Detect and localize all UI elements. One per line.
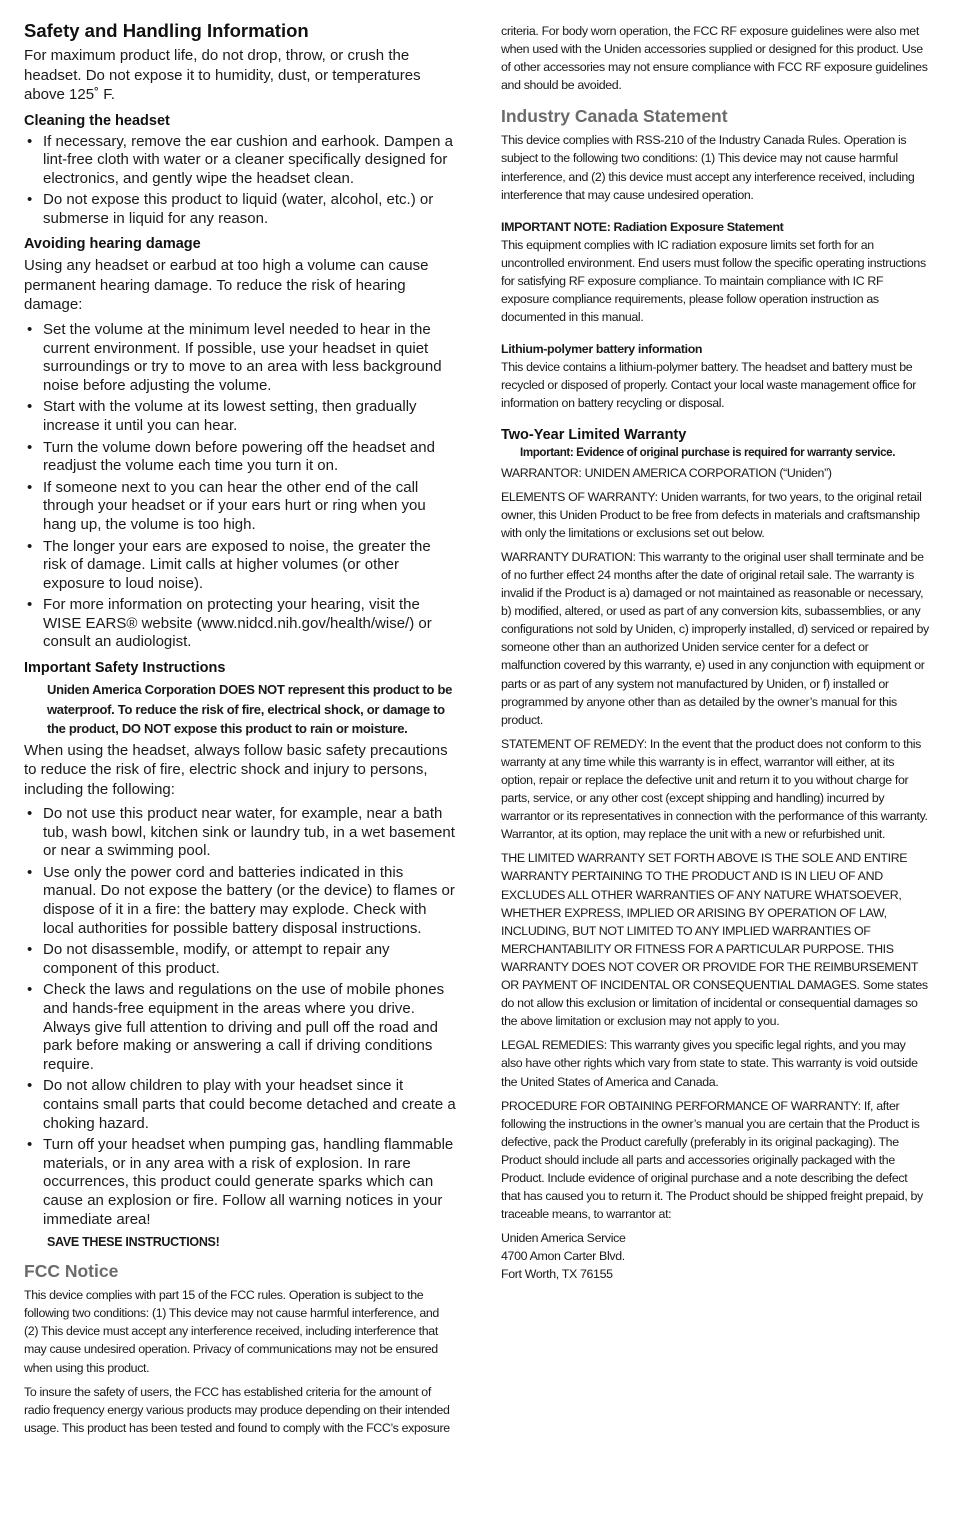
safety-instructions-intro: When using the headset, always follow basic safety precautions to reduce the risk of fire, electric shock and injury to persons, including the following:	[24, 741, 448, 798]
warranty-paragraph: LEGAL REMEDIES: This warranty gives you specific legal rights, and you may also have other rights which vary from state to state. This warranty is void outside the United States of America and Canada.	[501, 1038, 918, 1089]
safety-list	[24, 805, 456, 1229]
list-item: • Check the laws and regulations on the use of mobile phones and hands-free equipment in the areas where you drive. Always give full attention to driving and pull off the road and park before making or answering a call if driving conditions require.	[24, 981, 456, 1074]
list-item: • Do not allow children to play with your headset since it contains small parts that could become detached and create a choking hazard.	[24, 1077, 456, 1133]
cleaning-list	[24, 133, 456, 229]
address-line: Fort Worth, TX 76155	[501, 1267, 613, 1282]
radiation-note-label: IMPORTANT NOTE: Radiation Exposure Statement	[501, 219, 784, 234]
hearing-list	[24, 321, 456, 652]
list-item: • Use only the power cord and batteries indicated in this manual. Do not expose the battery (or the device) to flames or dispose of it in a fire: the battery may explode. Check with local authorities for possible battery disposal instructions.	[24, 864, 456, 938]
service-address	[501, 1229, 929, 1283]
warranty-heading: Two-Year Limited Warranty	[501, 426, 687, 443]
battery-label: Lithium-polymer battery information	[501, 342, 703, 357]
list-item: • If someone next to you can hear the other end of the call through your headset or if your ears hurt or ring when you hang up, the volume is too high.	[24, 479, 456, 535]
safety-title: Safety and Handling Information	[24, 20, 309, 41]
list-item: • The longer your ears are exposed to noise, the greater the risk of damage. Limit calls at higher volumes (or other exposure to loud noise).	[24, 538, 456, 594]
safety-instructions-heading: Important Safety Instructions	[24, 660, 226, 677]
radiation-note-text: This equipment complies with IC radiation exposure limits set forth for an uncontrolled environment. End users must follow the specific operating instructions for satisfying RF exposure compliance. To maintain compliance with IC RF exposure compliance requirements, please follow operation instruction as documented in this manual.	[501, 237, 926, 325]
left-column	[24, 18, 456, 1443]
waterproof-warning: Uniden America Corporation DOES NOT represent this product to be waterproof. To reduce the risk of fire, electrical shock, or damage to the product, DO NOT expose this product to rain or moisture.	[47, 682, 453, 737]
fcc-continued: criteria. For body worn operation, the FCC RF exposure guidelines were also met when used with the Uniden accessories supplied or designed for this product. Use of other accessories may not ensure compliance with FCC RF exposure guidelines and should be avoided.	[501, 24, 928, 93]
list-item: • Turn the volume down before powering off the headset and readjust the volume each time you turn it on.	[24, 439, 456, 476]
cleaning-heading: Cleaning the headset	[24, 112, 170, 129]
warranty-important: Important: Evidence of original purchase is required for warranty service.	[520, 445, 896, 459]
right-column	[501, 22, 929, 1284]
list-item: • Do not disassemble, modify, or attempt to repair any component of this product.	[24, 941, 456, 978]
list-item: • If necessary, remove the ear cushion and earhook. Dampen a lint-free cloth with water or a cleaner specifically designed for electronics, and gently wipe the headset clean.	[24, 133, 456, 189]
list-item: • Turn off your headset when pumping gas, handling flammable materials, or in any area with a risk of explosion. In rare occurrences, this product could generate sparks which can cause an explosion or fire. Follow all warning notices in your immediate area!	[24, 1136, 456, 1229]
battery-text: This device contains a lithium-polymer battery. The headset and battery must be recycled or disposed of properly. Contact your local waste management office for information on battery recycling or disposal.	[501, 360, 917, 411]
ic-paragraph: This device complies with RSS-210 of the Industry Canada Rules. Operation is subject to the following two conditions: (1) This device may not cause harmful interference, and (2) this device must accept any interference received, including interference that may cause undesired operation.	[501, 133, 915, 202]
warranty-paragraph: PROCEDURE FOR OBTAINING PERFORMANCE OF WARRANTY: If, after following the instructions in the owner’s manual you are certain that the Product is defective, pack the Product carefully (preferably in its original packaging). The Product should include all parts and accessories originally packaged with the Product. Include evidence of original purchase and a note describing the defect that has caused you to return it. The Product should be shipped freight prepaid, by traceable means, to warrantor at:	[501, 1098, 923, 1222]
save-instructions-note: SAVE THESE INSTRUCTIONS!	[47, 1235, 220, 1250]
warranty-paragraph: STATEMENT OF REMEDY: In the event that the product does not conform to this warranty at any time while this warranty is in effect, warrantor will either, at its option, repair or replace the defective unit and return it to you without charge for parts, service, or any other cost (except shipping and handling) incurred by warrantor or its representatives in connection with the performance of this warranty. Warrantor, at its option, may replace the unit with a new or refurbished unit.	[501, 736, 928, 842]
warranty-paragraph: ELEMENTS OF WARRANTY: Uniden warrants, for two years, to the original retail owner, this Uniden Product to be free from defects in materials and craftsmanship with only the limitations or exclusions set out below.	[501, 489, 922, 540]
fcc-paragraph-2: To insure the safety of users, the FCC has established criteria for the amount of radio frequency energy various products may produce depending on their intended usage. This product has been tested and found to comply with the FCC’s exposure	[24, 1384, 450, 1435]
fcc-paragraph-1: This device complies with part 15 of the FCC rules. Operation is subject to the following two conditions: (1) This device may not cause harmful interference, and (2) This device must accept any interference received, including interference that may cause undesired operation. Privacy of communications may not be ensured when using this product.	[24, 1288, 439, 1375]
hearing-heading: Avoiding hearing damage	[24, 236, 201, 253]
ic-heading: Industry Canada Statement	[501, 106, 728, 127]
safety-intro: For maximum product life, do not drop, throw, or crush the headset. Do not expose it to humidity, dust, or temperatures above 125˚ F.	[24, 47, 421, 103]
hearing-intro: Using any headset or earbud at too high a volume can cause permanent hearing damage. To reduce the risk of hearing damage:	[24, 257, 429, 314]
list-item: • For more information on protecting your hearing, visit the WISE EARS® website (www.nidcd.nih.gov/health/wise/) or consult an audiologist.	[24, 596, 456, 652]
list-item: • Do not expose this product to liquid (water, alcohol, etc.) or submerse in liquid for any reason.	[24, 191, 456, 228]
warranty-paragraph: WARRANTY DURATION: This warranty to the original user shall terminate and be of no further effect 24 months after the date of original retail sale. The warranty is invalid if the Product is a) damaged or not maintained as reasonable or necessary, b) modified, altered, or used as part of any conversion kits, subassemblies, or any configurations not sold by Uniden, c) improperly installed, d) serviced or repaired by someone other than an authorized Uniden service center for a defect or malfunction covered by this warranty, e) used in any conjunction with equipment or parts or as part of any system not manufactured by Uniden, or f) installed or programmed by anyone other than as detailed by the owner’s manual for this product.	[501, 549, 929, 727]
address-line: 4700 Amon Carter Blvd.	[501, 1249, 625, 1264]
list-item: • Start with the volume at its lowest setting, then gradually increase it until you can hear.	[24, 398, 456, 435]
address-line: Uniden America Service	[501, 1231, 626, 1246]
warranty-paragraph: WARRANTOR: UNIDEN AMERICA CORPORATION (“Uniden”)	[501, 465, 832, 480]
list-item: • Do not use this product near water, for example, near a bath tub, wash bowl, kitchen sink or laundry tub, in a wet basement or near a swimming pool.	[24, 805, 456, 861]
list-item: • Set the volume at the minimum level needed to hear in the current environment. If possible, use your headset in quiet surroundings or try to move to an area with less background noise before adjusting the volume.	[24, 321, 456, 395]
warranty-paragraph: THE LIMITED WARRANTY SET FORTH ABOVE IS THE SOLE AND ENTIRE WARRANTY PERTAINING TO THE PRODUCT AND IS IN LIEU OF AND EXCLUDES ALL OTHER WARRANTIES OF ANY NATURE WHATSOEVER, WHETHER EXPRESS, IMPLIED OR ARISING BY OPERATION OF LAW, INCLUDING, BUT NOT LIMITED TO ANY IMPLIED WARRANTIES OF MERCHANTABILITY OR FITNESS FOR A PARTICULAR PURPOSE. THIS WARRANTY DOES NOT COVER OR PROVIDE FOR THE REIMBURSEMENT OR PAYMENT OF INCIDENTAL OR CONSEQUENTIAL DAMAGES. Some states do not allow this exclusion or limitation of incidental or consequential damages so the above limitation or exclusion may not apply to you.	[501, 851, 928, 1029]
fcc-heading: FCC Notice	[24, 1261, 119, 1282]
